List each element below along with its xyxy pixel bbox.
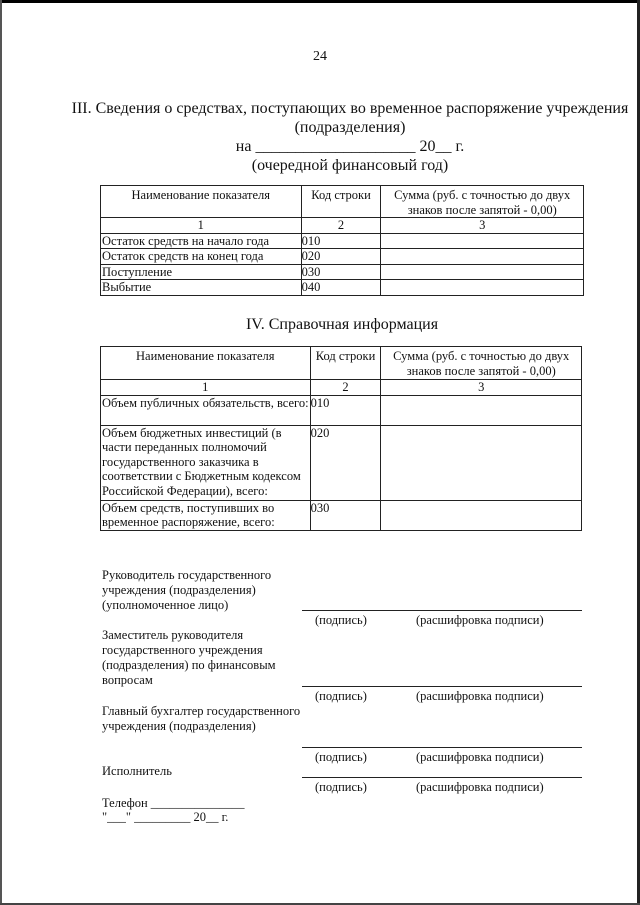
date-field[interactable]: "___" _________ 20__ г. xyxy=(102,810,229,824)
row-code: 020 xyxy=(301,249,381,265)
row-name: Объем бюджетных инвестиций (в части переданных полномочий государственного заказчика в соответствии с Бюджетным кодексом Российской Федерации), всего: xyxy=(101,425,311,500)
column-number: 1 xyxy=(101,380,311,396)
reference-info-table xyxy=(100,346,582,531)
header-amount: Сумма (руб. с точностью до двух знаков после запятой - 0,00) xyxy=(381,347,582,380)
column-number: 3 xyxy=(381,380,582,396)
page-border-left xyxy=(0,0,2,905)
signature-role-head: Руководитель государственного учреждения (подразделения) (уполномоченное лицо) xyxy=(102,568,272,612)
signature-line-executor[interactable] xyxy=(302,777,582,778)
caption-decoding: (расшифровка подписи) xyxy=(416,613,544,627)
header-row-code: Код строки xyxy=(310,347,381,380)
column-number: 3 xyxy=(381,218,584,234)
caption-signature: (подпись) xyxy=(315,613,367,627)
section4-title: IV. Справочная информация xyxy=(245,316,439,333)
table-row xyxy=(101,500,582,530)
table-header-row xyxy=(101,347,582,380)
signature-line-deputy[interactable] xyxy=(302,686,582,687)
row-code: 030 xyxy=(301,264,381,280)
caption-decoding: (расшифровка подписи) xyxy=(416,689,544,703)
table-row xyxy=(101,395,582,425)
row-name: Объем публичных обязательств, всего: xyxy=(101,395,311,425)
header-row-code: Код строки xyxy=(301,186,381,218)
caption-decoding: (расшифровка подписи) xyxy=(416,750,544,764)
table-row xyxy=(101,425,582,500)
row-code: 010 xyxy=(301,233,381,249)
caption-signature: (подпись) xyxy=(315,750,367,764)
section3-period-line: на ____________________ 20__ г. xyxy=(235,138,465,155)
row-name: Поступление xyxy=(101,264,302,280)
table-row xyxy=(101,249,584,265)
column-number-row xyxy=(101,218,584,234)
caption-decoding: (расшифровка подписи) xyxy=(416,780,544,794)
funds-table xyxy=(100,185,584,296)
amount-cell[interactable] xyxy=(381,280,584,296)
column-number: 1 xyxy=(101,218,302,234)
amount-cell[interactable] xyxy=(381,395,582,425)
caption-signature: (подпись) xyxy=(315,689,367,703)
row-code: 030 xyxy=(310,500,381,530)
row-name: Выбытие xyxy=(101,280,302,296)
section3-title-line2: (подразделения) xyxy=(294,119,406,136)
header-indicator-name: Наименование показателя xyxy=(101,186,302,218)
table-row xyxy=(101,233,584,249)
row-name: Остаток средств на начало года xyxy=(101,233,302,249)
row-code: 010 xyxy=(310,395,381,425)
signature-line-head[interactable] xyxy=(302,610,582,611)
row-code: 040 xyxy=(301,280,381,296)
column-number: 2 xyxy=(301,218,381,234)
amount-cell[interactable] xyxy=(381,233,584,249)
header-amount: Сумма (руб. с точностью до двух знаков после запятой - 0,00) xyxy=(381,186,584,218)
signature-role-deputy: Заместитель руководителя государственного учреждения (подразделения) по финансовым вопросам xyxy=(102,628,276,687)
table-row xyxy=(101,280,584,296)
page-number: 24 xyxy=(313,49,327,64)
row-name: Объем средств, поступивших во временное распоряжение, всего: xyxy=(101,500,311,530)
phone-field[interactable]: Телефон _______________ xyxy=(102,796,245,810)
column-number-row xyxy=(101,380,582,396)
section3-period-caption: (очередной финансовый год) xyxy=(251,157,449,174)
caption-signature: (подпись) xyxy=(315,780,367,794)
section3-title xyxy=(60,99,640,175)
row-name: Остаток средств на конец года xyxy=(101,249,302,265)
signature-role-executor: Исполнитель xyxy=(102,764,172,778)
amount-cell[interactable] xyxy=(381,425,582,500)
page-border-top xyxy=(0,0,640,3)
table-header-row xyxy=(101,186,584,218)
signature-line-chief-accountant[interactable] xyxy=(302,747,582,748)
row-code: 020 xyxy=(310,425,381,500)
amount-cell[interactable] xyxy=(381,264,584,280)
section3-title-line1: III. Сведения о средствах, поступающих во временное распоряжение учреждения xyxy=(71,100,629,117)
amount-cell[interactable] xyxy=(381,500,582,530)
header-indicator-name: Наименование показателя xyxy=(101,347,311,380)
column-number: 2 xyxy=(310,380,381,396)
amount-cell[interactable] xyxy=(381,249,584,265)
signature-role-chief-accountant: Главный бухгалтер государственного учреждения (подразделения) xyxy=(102,704,301,733)
table-row xyxy=(101,264,584,280)
